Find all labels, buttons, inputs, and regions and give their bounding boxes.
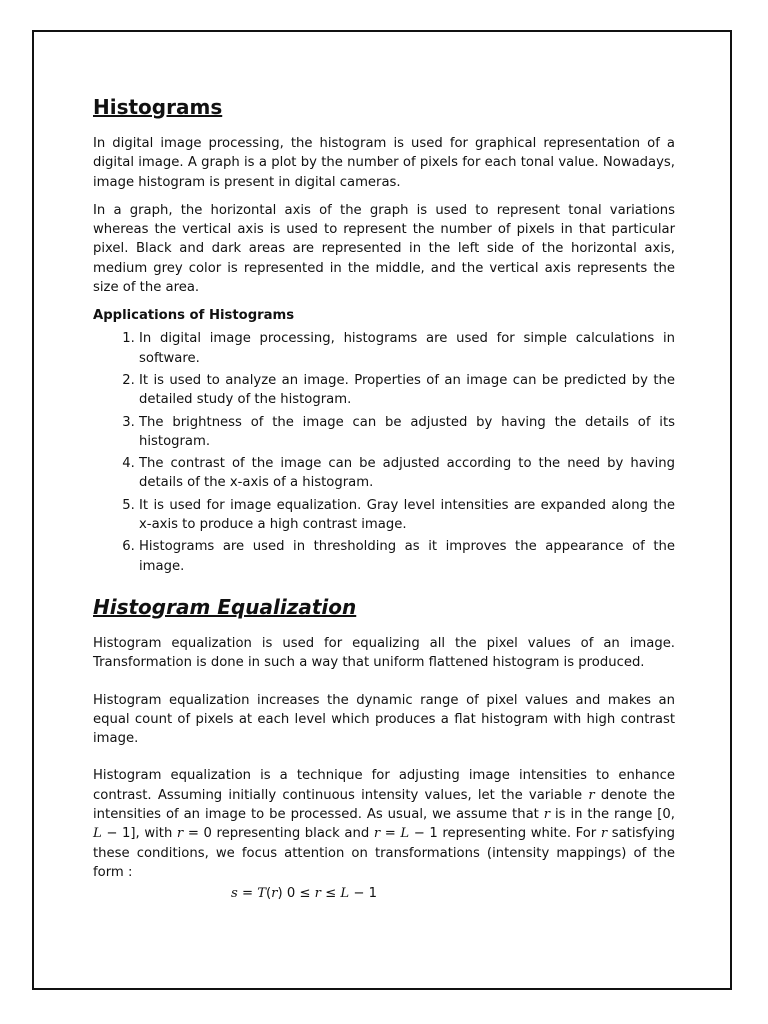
list-item: 3. The brightness of the image can be adjusted by having the details of its histogram. — [139, 413, 675, 452]
histogram-equalization-heading: Histogram Equalization — [93, 594, 357, 619]
histograms-axes-paragraph: In a graph, the horizontal axis of the graph is used to represent tonal variations whereas the vertical axis is used to represent the number of pixels in that particular pixel. Black and dark areas are represented in the left side of the horizontal axis, medium grey color is represented in the middle, and the vertical axis represents the size of the area. — [93, 202, 675, 296]
text-run: = 0 representing black and — [183, 826, 374, 842]
math-variable-r: r — [176, 826, 184, 842]
math-variable-r: r — [543, 807, 551, 823]
formula-text: − 1 — [349, 886, 378, 902]
text-run: − 1 representing white. For — [409, 826, 601, 842]
math-variable-l: L — [400, 826, 410, 842]
document-body — [93, 94, 675, 903]
text-run: Histogram equalization is a technique for adjusting image intensities to enhance contrast. Assuming initially continuous intensity values, let the variable — [93, 768, 675, 803]
math-variable-l: L — [93, 826, 102, 842]
applications-list — [93, 329, 675, 576]
text-run: satisfying these conditions, we focus attention on transformations (intensity mappings) of the form : — [93, 826, 675, 880]
applications-subheading: Applications of Histograms — [93, 308, 295, 324]
text-run: − 1], with — [101, 826, 177, 842]
list-item: 5. It is used for image equalization. Gray level intensities are expanded along the x-axis to produce a high contrast image. — [139, 496, 675, 535]
equalization-paragraph-2: Histogram equalization increases the dynamic range of pixel values and makes an equal count of pixels at each level which produces a flat histogram with high contrast image. — [93, 692, 675, 747]
text-run: denote the intensities of an image to be processed. As usual, we assume that — [93, 787, 675, 823]
list-item: 6. Histograms are used in thresholding as it improves the appearance of the image. — [139, 537, 675, 576]
equalization-paragraph-1: Histogram equalization is used for equalizing all the pixel values of an image. Transformation is done in such a way that uniform flattened histogram is produced. — [93, 635, 675, 671]
formula-s: s — [231, 886, 238, 902]
math-variable-r: r — [373, 826, 381, 842]
histograms-intro-paragraph: In digital image processing, the histogram is used for graphical representation of a digital image. A graph is a plot by the number of pixels for each tonal value. Nowadays, image histogram is present in digital cameras. — [93, 136, 675, 190]
list-item: 1. In digital image processing, histograms are used for simple calculations in software. — [139, 329, 675, 368]
formula-text: ) — [277, 886, 283, 902]
transformation-formula — [93, 884, 675, 903]
formula-text: 0 ≤ — [282, 886, 315, 902]
formula-text: = — [237, 886, 258, 902]
formula-r: r — [314, 886, 321, 902]
formula-r: r — [271, 886, 278, 902]
math-variable-r: r — [600, 826, 608, 842]
list-item: 2. It is used to analyze an image. Properties of an image can be predicted by the detailed study of the histogram. — [139, 371, 675, 410]
math-variable-r: r — [588, 787, 595, 803]
formula-l: L — [340, 886, 350, 902]
text-run: = — [380, 826, 401, 842]
list-item: 4. The contrast of the image can be adjusted according to the need by having details of the x-axis of a histogram. — [139, 454, 675, 493]
equalization-paragraph-3 — [93, 766, 675, 882]
text-run: is in the range [0, — [550, 807, 675, 823]
formula-text: ( — [266, 886, 272, 902]
histograms-heading: Histograms — [93, 95, 223, 119]
formula-text: ≤ — [320, 886, 341, 902]
formula-t: T — [257, 886, 267, 902]
